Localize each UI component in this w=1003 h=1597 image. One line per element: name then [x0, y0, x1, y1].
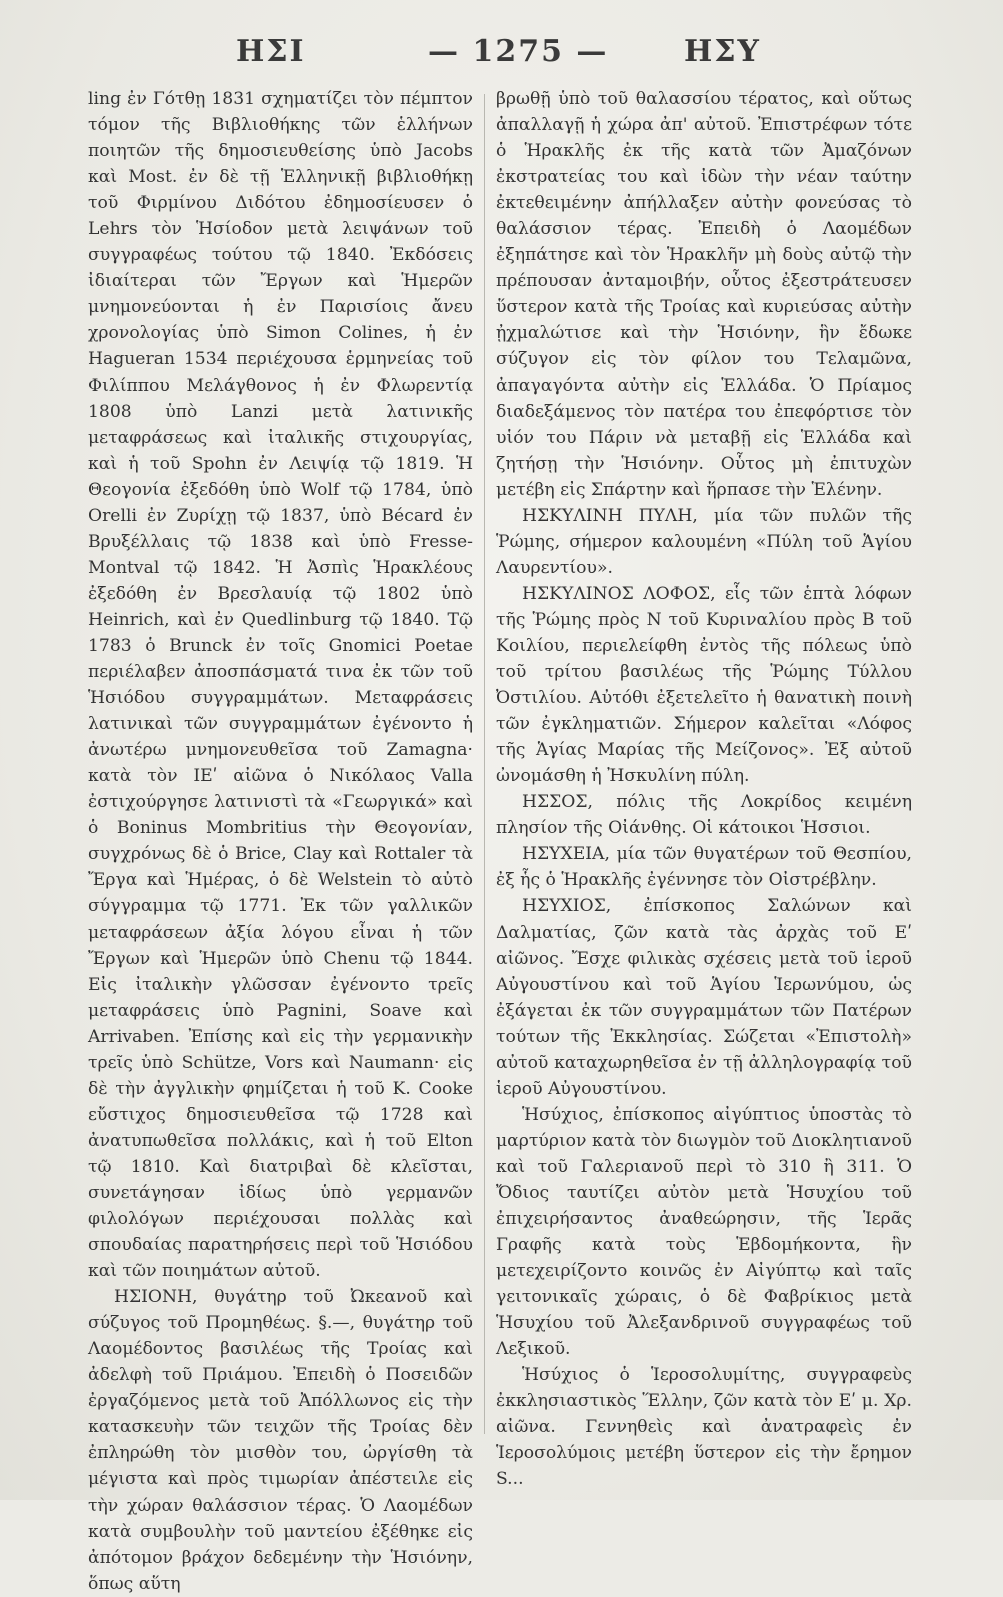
header-left-guideword: ΗΣΙ — [236, 34, 306, 69]
column-divider — [484, 94, 485, 1434]
entry-text: Ἡσύχιος, ἐπίσκοπος αἰγύπτιος ὑποστὰς τὸ μαρτύριον κατὰ τὸν διωγμὸν τοῦ Διοκλητιανοῦ καὶ τοῦ Γαλεριανοῦ περὶ τὸ 310 ἢ 311. Ὁ Ὄδιος ταυτίζει αὐτὸν μετὰ Ἡσυχίου τοῦ ἐπιχειρήσαντος ἀναθεώρησιν, τῆς Ἱερᾶς Γραφῆς κατὰ τοὺς Ἑβδομήκοντα, ἣν μετεχειρίζοντο κοινῶς ἐν Αἰγύπτῳ καὶ ταῖς γειτονικαῖς χώραις, ὁ δὲ Φαβρίκιος μετὰ Ἡσυχίου τοῦ Ἀλεξανδρινοῦ συγγραφέως τοῦ Λεξικοῦ. — [496, 1104, 912, 1360]
right-column — [496, 86, 912, 1493]
page-number: — 1275 — — [428, 34, 609, 69]
entry-text: ΗΣΚΥΛΙΝΟΣ ΛΟΦΟΣ, εἷς τῶν ἑπτὰ λόφων τῆς Ῥώμης πρὸς Ν τοῦ Κυριναλίου πρὸς Β τοῦ Κοιλίου, περιελείφθη ἐντὸς τῆς πόλεως ὑπὸ τοῦ τρίτου βασιλέως τῆς Ῥώμης Τύλλου Ὀστιλίου. Αὐτόθι ἐξετελεῖτο ἡ θανατικὴ ποινὴ τῶν ἐγκληματιῶν. Σήμερον καλεῖται «Λόφος τῆς Ἁγίας Μαρίας τῆς Μείζονος». Ἐξ αὐτοῦ ὠνομάσθη ἡ Ἠσκυλίνη πύλη. — [496, 583, 912, 787]
entry-text: Ἡσύχιος ὁ Ἱεροσολυμίτης, συγγραφεὺς ἐκκλησιαστικὸς Ἕλλην, ζῶν κατὰ τὸν Εʹ μ. Χρ. αἰῶνα. Γεννηθεὶς καὶ ἀνατραφεὶς ἐν Ἱεροσολύμοις μετέβη ὕστερον εἰς τὴν ἔρημον S... — [496, 1365, 912, 1490]
left-column — [88, 86, 473, 1597]
entry-text: βρωθῇ ὑπὸ τοῦ θαλασσίου τέρατος, καὶ οὕτως ἀπαλλαγῇ ἡ χώρα ἀπ' αὐτοῦ. Ἐπιστρέφων τότε ὁ Ἡρακλῆς ἐκ τῆς κατὰ τῶν Ἀμαζόνων ἐκστρατείας του καὶ ἰδὼν τὴν νέαν ταύτην ἐκτεθειμένην ἀπήλλαξεν αὐτὴν φονεύσας τὸ θαλάσσιον τέρας. Ἐπειδὴ ὁ Λαομέδων ἐξηπάτησε καὶ τὸν Ἡρακλῆν μὴ δοὺς αὐτῷ τὴν πρέπουσαν ἀνταμοιβήν, οὗτος ἐξεστράτευσεν ὕστερον κατὰ τῆς Τροίας καὶ κυριεύσας αὐτὴν ᾐχμαλώτισε καὶ τὴν Ἡσιόνην, ἣν ἔδωκε σύζυγον εἰς τὸν φίλον του Τελαμῶνα, ἀπαγαγόντα αὐτὴν εἰς Ἑλλάδα. Ὁ Πρίαμος διαδεξάμενος τὸν πατέρα του ἐπεφόρτισε τὸν υἱόν του Πάριν νὰ μεταβῇ εἰς Ἑλλάδα καὶ ζητήσῃ τὴν Ἡσιόνην. Οὗτος μὴ ἐπιτυχὼν μετέβη εἰς Σπάρτην καὶ ἥρπασε τὴν Ἑλένην. — [496, 89, 912, 500]
entry-text: ling ἐν Γότθῃ 1831 σχηματίζει τὸν πέμπτον τόμον τῆς Βιβλιοθήκης τῶν ἑλλήνων ποιητῶν τῆς δημοσιευθείσης ὑπὸ Jacobs καὶ Most. ἐν δὲ τῇ Ἑλληνικῇ βιβλιοθήκῃ τοῦ Φιρμίνου Διδότου ἐδημοσίευσεν ὁ Lehrs τὸν Ἡσίοδον μετὰ λειψάνων τοῦ συγγραφέως τούτου τῷ 1840. Ἐκδόσεις ἰδιαίτεραι τῶν Ἔργων καὶ Ἡμερῶν μνημονεύονται ἡ ἐν Παρισίοις ἄνευ χρονολογίας ὑπὸ Simon Colines, ἡ ἐν Hagueran 1534 περιέχουσα ἑρμηνείας τοῦ Φιλίππου Μελάγθονος ἡ ἐν Φλωρεντίᾳ 1808 ὑπὸ Lanzi μετὰ λατινικῆς μεταφράσεως καὶ ἰταλικῆς στιχουργίας, καὶ ἡ τοῦ Spohn ἐν Λειψίᾳ τῷ 1819. Ἡ Θεογονία ἐξεδόθη ὑπὸ Wolf τῷ 1784, ὑπὸ Orelli ἐν Ζυρίχῃ τῷ 1837, ὑπὸ Bécard ἐν Βρυξέλλαις τῷ 1838 καὶ ὑπὸ Fresse-Montval τῷ 1842. Ἡ Ἀσπὶς Ἡρακλέους ἐξεδόθη ἐν Βρεσλαυίᾳ τῷ 1802 ὑπὸ Heinrich, καὶ ἐν Quedlinburg τῷ 1840. Τῷ 1783 ὁ Brunck ἐν τοῖς Gnomici Poetae περιέλαβεν ἀποσπάσματά τινα ἐκ τῶν τοῦ Ἡσιόδου συγγραμμάτων. Μεταφράσεις λατινικαὶ τῶν συγγραμμάτων ἐγένοντο ἡ ἀνωτέρω μνημονευθεῖσα τοῦ Zamagna· κατὰ τὸν ΙΕʹ αἰῶνα ὁ Νικόλαος Valla ἐστιχούργησε λατινιστὶ τὰ «Γεωργικά» καὶ ὁ Boninus Mombritius τὴν Θεογονίαν, συγχρόνως δὲ ὁ Brice, Clay καὶ Rottaler τὰ Ἔργα καὶ Ἡμέρας, ὁ δὲ Welstein τὸ αὐτὸ σύγγραμμα τῷ 1771. Ἐκ τῶν γαλλικῶν μεταφράσεων ἀξία λόγου εἶναι ἡ τῶν Ἔργων καὶ Ἡμερῶν ὑπὸ Chenu τῷ 1844. Εἰς ἰταλικὴν γλῶσσαν ἐγένοντο τρεῖς μεταφράσεις ὑπὸ Pagnini, Soave καὶ Arrivaben. Ἐπίσης καὶ εἰς τὴν γερμανικὴν τρεῖς ὑπὸ Schütze, Vors καὶ Naumann· εἰς δὲ τὴν ἀγγλικὴν φημίζεται ἡ τοῦ K. Cooke εὔστιχος δημοσιευθεῖσα τῷ 1728 καὶ ἀνατυπωθεῖσα πολλάκις, καὶ ἡ τοῦ Elton τῷ 1810. Καὶ διατριβαὶ δὲ κλεῖσται, συνετάγησαν ἰδίως ὑπὸ γερμανῶν φιλολόγων περιέχουσαι πολλὰς καὶ σπουδαίας παρατηρήσεις περὶ τοῦ Ἡσιόδου καὶ τῶν ποιημάτων αὐτοῦ. — [88, 89, 473, 1282]
entry-text: ΗΣΥΧΙΟΣ, ἐπίσκοπος Σαλώνων καὶ Δαλματίας, ζῶν κατὰ τὰς ἀρχὰς τοῦ Εʹ αἰῶνος. Ἔσχε φιλικὰς σχέσεις μετὰ τοῦ ἱεροῦ Αὐγουστίνου καὶ τοῦ Ἁγίου Ἱερωνύμου, ὡς ἐξάγεται ἐκ τῶν συγγραμμάτων τῶν Πατέρων τούτων τῆς Ἐκκλησίας. Σώζεται «Ἐπιστολὴ» αὐτοῦ καταχωρηθεῖσα ἐν τῇ ἀλληλογραφίᾳ τοῦ ἱεροῦ Αὐγουστίνου. — [496, 896, 912, 1099]
entry-text: ΗΣΚΥΛΙΝΗ ΠΥΛΗ, μία τῶν πυλῶν τῆς Ῥώμης, σήμερον καλουμένη «Πύλη τοῦ Ἁγίου Λαυρεντίου». — [496, 505, 912, 578]
page-header — [0, 34, 1003, 78]
entry-text: ΗΣΥΧΕΙΑ, μία τῶν θυγατέρων τοῦ Θεσπίου, ἐξ ἧς ὁ Ἡρακλῆς ἐγέννησε τὸν Οἰστρέβλην. — [496, 844, 912, 891]
header-right-guideword: ΗΣΥ — [684, 34, 761, 69]
entry-text: ΗΣΣΟΣ, πόλις τῆς Λοκρίδος κειμένη πλησίον τῆς Οἰάνθης. Οἱ κάτοικοι Ἡσσιοι. — [496, 792, 912, 839]
entry-text: ΗΣΙΟΝΗ, θυγάτηρ τοῦ Ὠκεανοῦ καὶ σύζυγος τοῦ Προμηθέως. §.—, θυγάτηρ τοῦ Λαομέδοντος βασιλέως τῆς Τροίας καὶ ἀδελφὴ τοῦ Πριάμου. Ἐπειδὴ ὁ Ποσειδῶν ἐργαζόμενος μετὰ τοῦ Ἀπόλλωνος εἰς τὴν κατασκευὴν τῶν τειχῶν τῆς Τροίας δὲν ἐπληρώθη τὸν μισθὸν του, ὠργίσθη τὰ μέγιστα καὶ πρὸς τιμωρίαν ἀπέστειλε εἰς τὴν χώραν θαλάσσιον τέρας. Ὁ Λαομέδων κατὰ συμβουλὴν τοῦ μαντείου ἐξέθηκε εἰς ἀπότομον βράχον δεδεμένην τὴν Ἡσιόνην, ὅπως αὕτη — [88, 1287, 473, 1594]
